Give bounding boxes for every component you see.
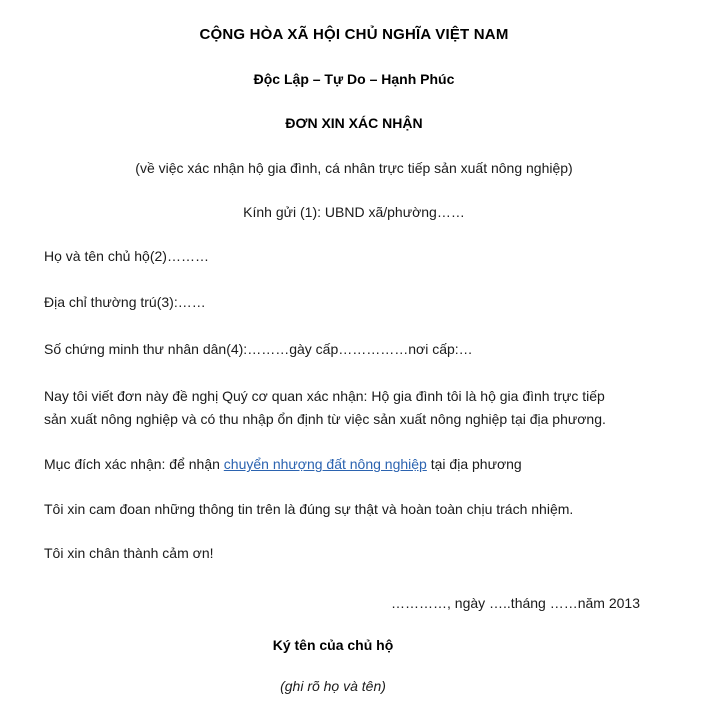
- signature-note: (ghi rõ họ và tên): [280, 678, 386, 695]
- field-id-card-number: Số chứng minh thư nhân dân(4):………gày cấp……………nơi cấp:…: [44, 340, 473, 357]
- thanks-line: Tôi xin chân thành cảm ơn!: [44, 544, 214, 561]
- purpose-prefix-text: Mục đích xác nhận: để nhận: [44, 456, 224, 473]
- date-line: …………, ngày …..tháng ……năm 2013: [391, 595, 640, 612]
- request-paragraph: Nay tôi viết đơn này đề nghị Quý cơ quan xác nhận: Hộ gia đình tôi là hộ gia đình trực tiếp sản xuất nông nghiệp và có thu nhập ổn định từ việc sản xuất nông nghiệp tại địa phương.: [44, 387, 606, 427]
- purpose-line: [44, 430, 664, 474]
- document-subtitle: (về việc xác nhận hộ gia đình, cá nhân trực tiếp sản xuất nông nghiệp): [135, 160, 573, 176]
- national-motto: Độc Lập – Tự Do – Hạnh Phúc: [253, 71, 455, 87]
- field-permanent-address: Địa chỉ thường trú(3):……: [44, 294, 206, 311]
- purpose-suffix-text: tại địa phương: [426, 456, 522, 473]
- national-heading: CỘNG HÒA XÃ HỘI CHỦ NGHĨA VIỆT NAM: [199, 26, 509, 43]
- page-title: ĐƠN XIN XÁC NHẬN: [285, 115, 423, 131]
- recipient-line: Kính gửi (1): UBND xã/phường……: [243, 204, 465, 220]
- agricultural-land-transfer-link[interactable]: chuyển nhượng đất nông nghiệp: [223, 456, 427, 473]
- field-household-head-name: Họ và tên chủ hộ(2)………: [44, 248, 209, 264]
- signature-title: Ký tên của chủ hộ: [272, 637, 394, 654]
- commitment-line: Tôi xin cam đoan những thông tin trên là đúng sự thật và hoàn toàn chịu trách nhiệm.: [44, 500, 574, 517]
